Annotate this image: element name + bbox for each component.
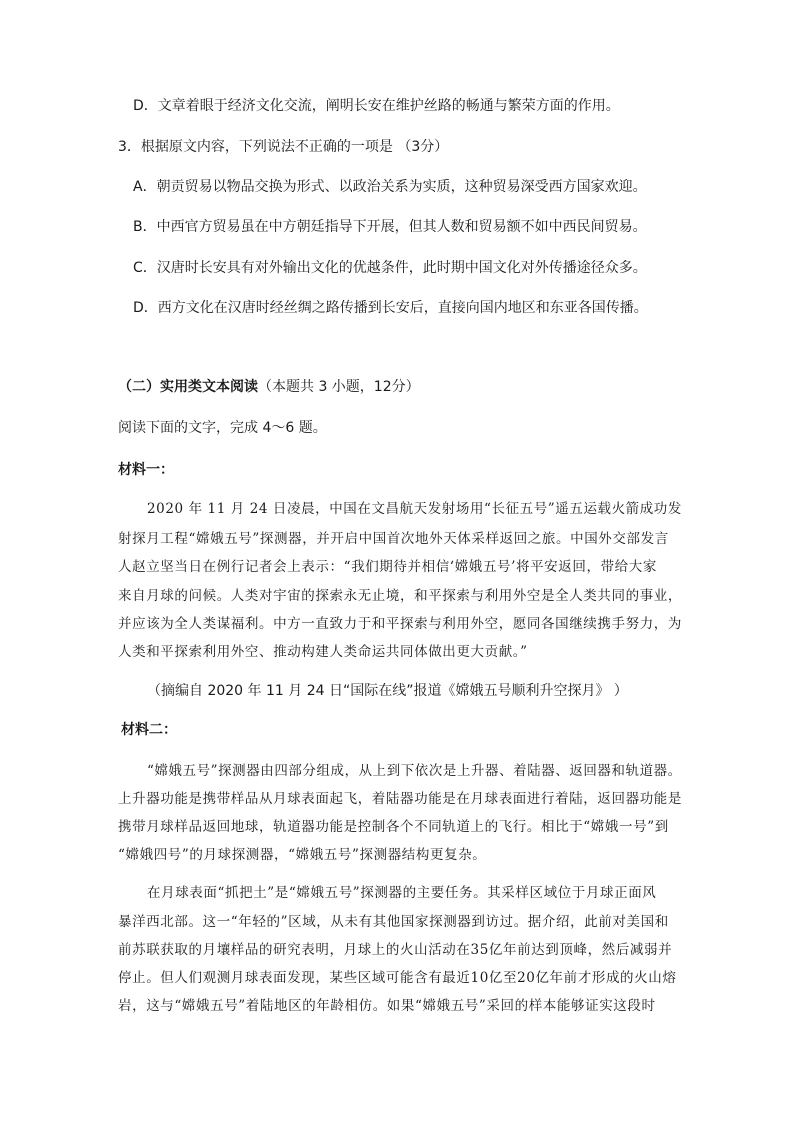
material2-line: 岩，这与“嫦娥五号”着陆地区的年龄相仿。如果“嫦娥五号”采回的样本能够证实这段时 (118, 998, 656, 1014)
q3-stem: 3．根据原文内容，下列说法不正确的一项是 （3分） (118, 139, 449, 155)
material2-line: 上升器功能是携带样品从月球表面起飞，着陆器功能是在月球表面进行着陆，返回器功能是 (118, 791, 682, 807)
material2-line: 前苏联获取的月壤样品的研究表明，月球上的火山活动在35亿年前达到顶峰，然后减弱并 (118, 942, 673, 958)
material1-line: 人赵立坚当日在例行记者会上表示：“我们期待并相信‘嫦娥五号’将平安返回，带给大家 (118, 559, 657, 575)
q3-option-a: A．朝贡贸易以物品交换为形式、以政治关系为实质，这种贸易深受西方国家欢迎。 (133, 179, 647, 195)
section-heading (118, 378, 420, 396)
material1-line: 2020 年 11 月 24 日凌晨，中国在文昌航天发射场用“长征五号”遥五运载火箭成功发 (147, 501, 682, 517)
material2-heading: 材料二： (121, 722, 177, 738)
material1-line: 来自月球的问候。人类对宇宙的探索永无止境，和平探索与利用外空是全人类共同的事业， (118, 588, 682, 604)
q3-option-d: D．西方文化在汉唐时经丝绸之路传播到长安后，直接向国内地区和东亚各国传播。 (133, 300, 648, 316)
material2-line: 携带月球样品返回地球，轨道器功能是控制各个不同轨道上的飞行。相比于“嫦娥一号”到 (118, 819, 669, 835)
q3-option-c: C．汉唐时长安具有对外输出文化的优越条件，此时期中国文化对外传播途径众多。 (133, 260, 647, 276)
section-score: （本题共 3 小题，12分） (258, 379, 420, 395)
q2-option-d: D．文章着眼于经济文化交流，阐明长安在维护丝路的畅通与繁荣方面的作用。 (133, 98, 620, 114)
material1-heading: 材料一： (118, 462, 174, 478)
section-instruction: 阅读下面的文字，完成 4～6 题。 (118, 420, 327, 436)
material1-line: 射探月工程“嫦娥五号”探测器，并开启中国首次地外天体采样返回之旅。中国外交部发言 (118, 531, 669, 547)
material2-line: 在月球表面“抓把土”是“嫦娥五号”探测器的主要任务。其采样区域位于月球正面风 (147, 885, 657, 901)
material1-line: 人类和平探索利用外空、推动构建人类命运共同体做出更大贡献。” (118, 644, 528, 660)
q3-option-b: B．中西官方贸易虽在中方朝廷指导下开展，但其人数和贸易额不如中西民间贸易。 (133, 219, 647, 235)
material2-line: “嫦娥四号”的月球探测器，“嫦娥五号”探测器结构更复杂。 (118, 847, 487, 863)
material2-line: “嫦娥五号”探测器由四部分组成，从上到下依次是上升器、着陆器、返回器和轨道器。 (147, 763, 682, 779)
material2-line: 暴洋西北部。这一“年轻的”区域，从未有其他国家探测器到访过。据介绍，此前对美国和 (118, 914, 669, 930)
section-title: （二）实用类文本阅读 (118, 379, 258, 395)
material1-line: 并应该为全人类谋福利。中方一直致力于和平探索与利用外空，愿同各国继续携手努力，为 (118, 616, 682, 632)
material1-source: （摘编自 2020 年 11 月 24 日“国际在线”报道《嫦娥五号顺利升空探月》 ） (147, 683, 628, 699)
material2-line: 停止。但人们观测月球表面发现，某些区域可能含有最近10亿至20亿年前才形成的火山熔 (118, 970, 677, 986)
